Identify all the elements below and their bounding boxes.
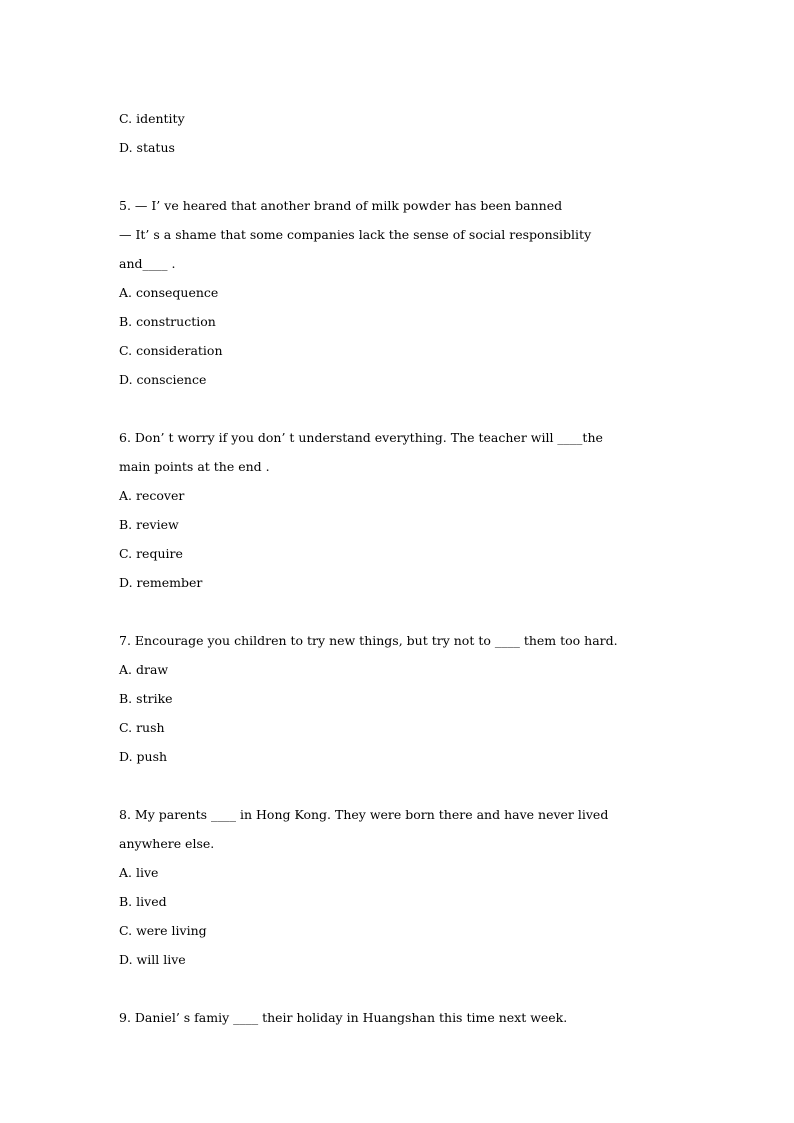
option-text: review xyxy=(136,517,179,532)
option-letter: B. xyxy=(119,691,133,706)
q6-stem-line-1: 6. Don’ t worry if you don’ t understand everything. The teacher will ____the xyxy=(119,430,603,445)
option-text: draw xyxy=(136,662,169,677)
option-letter: D. xyxy=(119,575,133,590)
q8-option-d xyxy=(119,952,186,968)
option-text: consideration xyxy=(136,343,223,358)
option-text: construction xyxy=(136,314,216,329)
option-letter: C. xyxy=(119,343,133,358)
option-letter: B. xyxy=(119,894,133,909)
q4-option-d xyxy=(119,140,175,156)
q8-option-c xyxy=(119,923,207,939)
option-text: rush xyxy=(136,720,165,735)
q5-option-d xyxy=(119,372,206,388)
q8-option-b xyxy=(119,894,167,910)
option-text: conscience xyxy=(136,372,207,387)
q4-option-c xyxy=(119,111,185,127)
q7-stem-line-1: 7. Encourage you children to try new things, but try not to ____ them too hard. xyxy=(119,633,618,648)
q5-stem-line-3: and____ . xyxy=(119,256,176,271)
q7-option-a xyxy=(119,662,168,678)
q6-option-a xyxy=(119,488,184,504)
q6-option-c xyxy=(119,546,183,562)
option-text: lived xyxy=(136,894,167,909)
q9-stem-line-1: 9. Daniel’ s famiy ____ their holiday in Huangshan this time next week. xyxy=(119,1010,568,1025)
q6-option-d xyxy=(119,575,202,591)
option-letter: C. xyxy=(119,546,133,561)
option-letter: A. xyxy=(119,488,133,503)
q7-option-d xyxy=(119,749,167,765)
option-text: will live xyxy=(136,952,186,967)
option-letter: C. xyxy=(119,720,133,735)
q5-stem-line-1: 5. — I’ ve heared that another brand of milk powder has been banned xyxy=(119,198,563,213)
option-letter: D. xyxy=(119,952,133,967)
q8-stem-line-1: 8. My parents ____ in Hong Kong. They were born there and have never lived xyxy=(119,807,609,822)
option-text: were living xyxy=(136,923,207,938)
option-letter: B. xyxy=(119,314,133,329)
option-text: consequence xyxy=(136,285,219,300)
q7-option-c xyxy=(119,720,165,736)
option-letter: C. xyxy=(119,111,133,126)
option-letter: C. xyxy=(119,923,133,938)
option-text: recover xyxy=(136,488,185,503)
q6-option-b xyxy=(119,517,179,533)
option-text: live xyxy=(136,865,159,880)
option-letter: A. xyxy=(119,662,133,677)
option-letter: A. xyxy=(119,865,133,880)
option-text: status xyxy=(136,140,175,155)
option-text: identity xyxy=(136,111,185,126)
option-text: strike xyxy=(136,691,173,706)
option-text: remember xyxy=(136,575,203,590)
option-text: push xyxy=(136,749,168,764)
q5-option-c xyxy=(119,343,223,359)
option-letter: D. xyxy=(119,749,133,764)
option-letter: D. xyxy=(119,372,133,387)
option-letter: B. xyxy=(119,517,133,532)
q5-option-b xyxy=(119,314,216,330)
q7-option-b xyxy=(119,691,173,707)
option-text: require xyxy=(136,546,183,561)
q8-option-a xyxy=(119,865,158,881)
q5-stem-line-2: — It’ s a shame that some companies lack the sense of social responsiblity xyxy=(119,227,592,242)
q5-option-a xyxy=(119,285,218,301)
option-letter: D. xyxy=(119,140,133,155)
option-letter: A. xyxy=(119,285,133,300)
q8-stem-line-2: anywhere else. xyxy=(119,836,215,851)
q6-stem-line-2: main points at the end . xyxy=(119,459,270,474)
